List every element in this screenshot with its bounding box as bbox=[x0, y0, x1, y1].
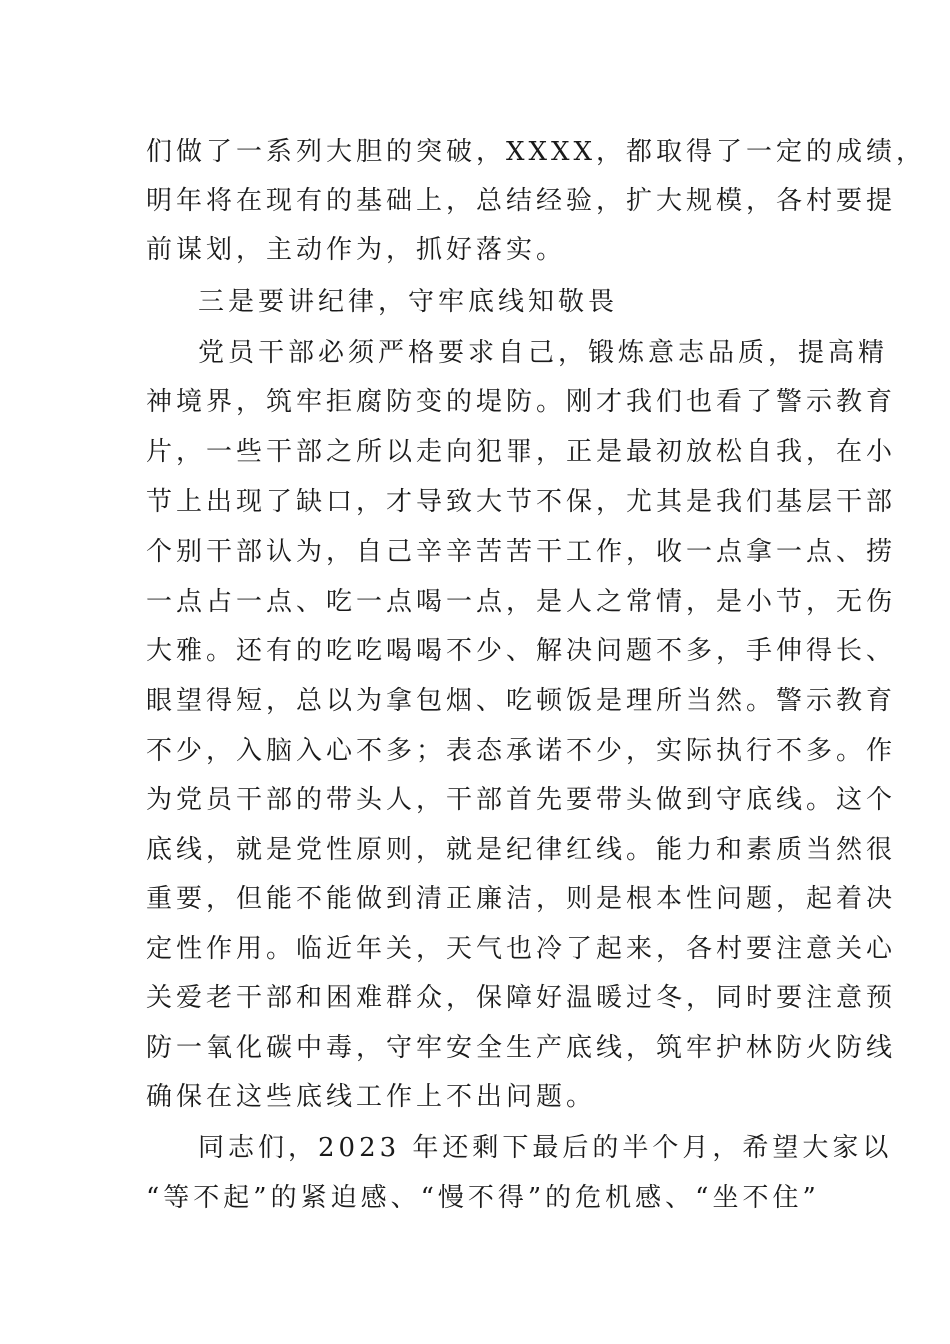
text-line-11: 大雅。还有的吃吃喝喝不少、解决问题不多，手伸得长、 bbox=[146, 636, 897, 666]
text-line-14: 为党员干部的带头人，干部首先要带头做到守底线。这个 bbox=[146, 785, 897, 815]
text-line-20: 确保在这些底线工作上不出问题。 bbox=[146, 1082, 597, 1112]
text-line-3: 前谋划，主动作为，抓好落实。 bbox=[146, 235, 567, 265]
text-line-6: 神境界，筑牢拒腐防变的堤防。刚才我们也看了警示教育 bbox=[146, 387, 897, 417]
text-line-9: 个别干部认为，自己辛辛苦苦干工作，收一点拿一点、捞 bbox=[146, 537, 897, 567]
text-line-19: 防一氧化碳中毒，守牢安全生产底线，筑牢护林防火防线 bbox=[146, 1033, 897, 1063]
text-line-21: 同志们，2023 年还剩下最后的半个月，希望大家以 bbox=[198, 1133, 893, 1163]
text-line-22: “等不起”的紧迫感、“慢不得”的危机感、“坐不住” bbox=[146, 1183, 820, 1213]
text-line-10: 一点占一点、吃一点喝一点，是人之常情，是小节，无伤 bbox=[146, 587, 897, 617]
text-line-5: 党员干部必须严格要求自己，锻炼意志品质，提高精 bbox=[198, 338, 889, 368]
text-line-16: 重要，但能不能做到清正廉洁，则是根本性问题，起着决 bbox=[146, 884, 897, 914]
text-line-15: 底线，就是党性原则，就是纪律红线。能力和素质当然很 bbox=[146, 835, 897, 865]
section-heading: 三是要讲纪律，守牢底线知敬畏 bbox=[198, 287, 619, 317]
text-line-17: 定性作用。临近年关，天气也冷了起来，各村要注意关心 bbox=[146, 934, 897, 964]
text-line-18: 关爱老干部和困难群众，保障好温暖过冬，同时要注意预 bbox=[146, 983, 897, 1013]
text-line-8: 节上出现了缺口，才导致大节不保，尤其是我们基层干部 bbox=[146, 487, 897, 517]
text-line-2: 明年将在现有的基础上，总结经验，扩大规模，各村要提 bbox=[146, 186, 897, 216]
text-line-7: 片，一些干部之所以走向犯罪，正是最初放松自我，在小 bbox=[146, 437, 897, 467]
text-line-1: 们做了一系列大胆的突破，XXXX，都取得了一定的成绩， bbox=[146, 137, 927, 167]
text-line-12: 眼望得短，总以为拿包烟、吃顿饭是理所当然。警示教育 bbox=[146, 686, 897, 716]
text-line-13: 不少，入脑入心不多；表态承诺不少，实际执行不多。作 bbox=[146, 736, 897, 766]
